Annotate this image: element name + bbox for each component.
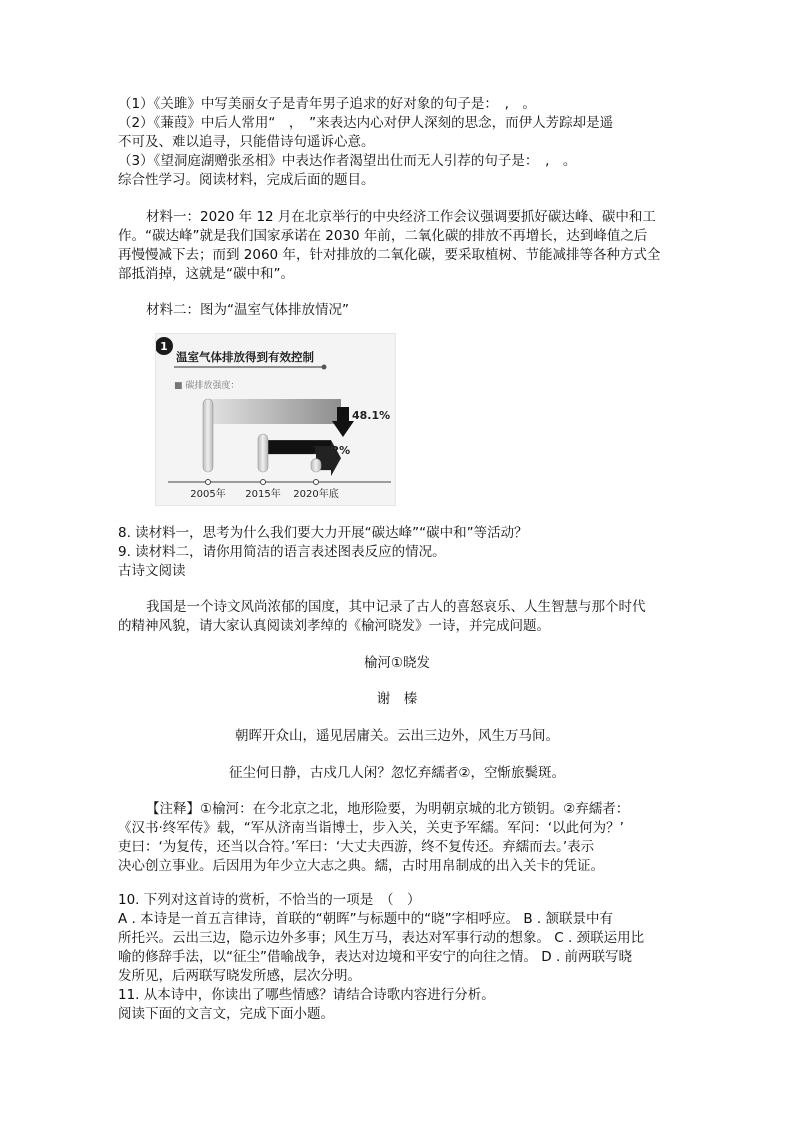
bar-0	[203, 399, 213, 472]
notes-line: 决心创立事业。后因用为年少立大志之典。繻，古时用帛制成的出入关卡的凭证。	[118, 858, 604, 874]
question-10-options: 所托兴。云出三边，隐示边外多事；风生万马，表达对军事行动的想象。 C . 颈联运用比	[118, 930, 645, 946]
material1-line: 再慢慢减下去；而到 2060 年，针对排放的二氧化碳，要采取植树、节能减排等各种方式全	[118, 247, 661, 263]
question-10-options: 发所见，后两联写晓发所感，层次分明。	[118, 968, 361, 984]
poem-line-1: 朝晖开众山，遥见居庸关。云出三边外，风生万马间。	[235, 728, 559, 744]
material1-line: 部抵消掉，这就是“碳中和”。	[118, 266, 294, 282]
question-11: 11. 从本诗中，你读出了哪些情感？请结合诗歌内容进行分析。	[118, 987, 495, 1003]
emission-chart-figure	[155, 333, 396, 506]
data-label-48: 48.1%	[352, 409, 391, 422]
chart-bars	[203, 399, 354, 476]
poem-line-2: 征尘何日静，古戍几人闲？忽忆弃繻者②，空惭旅鬓斑。	[228, 765, 566, 781]
section-heading-comprehensive: 综合性学习。阅读材料，完成后面的题目。	[118, 172, 375, 188]
emission-chart	[156, 334, 395, 505]
notes-line: 吏曰：‘为复传，还当以合符。’军曰：‘大丈夫西游，终不复传还。弃繻而去。’表示	[118, 839, 595, 855]
material1-line: 材料一：2020 年 12 月在北京举行的中央经济工作会议强调要抓好碳达峰、碳中和工	[146, 209, 656, 225]
timeline-marker-2015	[261, 480, 266, 485]
reduction-band	[208, 399, 341, 424]
bar-2	[311, 459, 321, 472]
chart-title: 温室气体排放得到有效控制	[176, 350, 314, 364]
question-10-options: A . 本诗是一首五言律诗，首联的“朝晖”与标题中的“晓”字相呼应。 B . 颔联景中有	[118, 911, 614, 927]
data-label-18: 18.2%	[312, 444, 351, 457]
line-q2b: 不可及、难以追寻，只能借诗句遥诉心意。	[118, 134, 375, 150]
timeline-marker-2020	[314, 480, 319, 485]
reading-instruction: 阅读下面的文言文，完成下面小题。	[118, 1006, 334, 1022]
section-heading-poetry: 古诗文阅读	[118, 563, 186, 579]
notes-line: 《汉书·终军传》载，“军从济南当诣博士，步入关，关吏予军繻。军问：‘以此何为？’	[118, 820, 624, 836]
line-q3: （3）《望洞庭湖赠张丞相》中表达作者渴望出仕而无人引荐的句子是： , 。	[118, 153, 577, 169]
poem-title: 榆河①晓发	[363, 655, 431, 671]
bar-1	[258, 434, 268, 472]
line-q2a: （2）《蒹葭》中后人常用“ ， ”来表达内心对伊人深刻的思念，而伊人芳踪却是遥	[118, 115, 614, 131]
question-8: 8. 读材料一，思考为什么我们要大力开展“碳达峰”“碳中和”等活动？	[118, 525, 528, 541]
tick-label-2015: 2015年	[245, 489, 281, 500]
tick-label-2020: 2020年底	[293, 489, 339, 500]
question-10: 10. 下列对这首诗的赏析，不恰当的一项是 （ ）	[118, 892, 421, 908]
question-10-options: 喻的修辞手法，以“征尘”借喻战争，表达对边境和平安宁的向往之情。 D . 前两联写晓	[118, 949, 633, 965]
chart-legend: ■ 碳排放强度：	[174, 381, 240, 391]
line-q1: （1）《关雎》中写美丽女子是青年男子追求的好对象的句子是： , 。	[118, 96, 536, 112]
tick-label-2005: 2005年	[190, 489, 226, 500]
notes-line: 【注释】①榆河：在今北京之北，地形险要，为明朝京城的北方锁钥。②弃繻者：	[146, 801, 630, 817]
intro-line: 我国是一个诗文风尚浓郁的国度，其中记录了古人的喜怒哀乐、人生智慧与那个时代	[146, 599, 646, 615]
chart-title-rule-dot	[322, 365, 327, 370]
chart-badge-number: 1	[160, 340, 168, 353]
intro-line: 的精神风貌，请大家认真阅读刘孝绰的《榆河晓发》一诗，并完成问题。	[118, 618, 550, 634]
timeline-marker-2005	[206, 480, 211, 485]
question-9: 9. 读材料二，请你用简洁的语言表述图表反应的情况。	[118, 544, 446, 560]
poem-author: 谢 榛	[376, 691, 418, 707]
material1-line: 作。“碳达峰”就是我们国家承诺在 2030 年前，二氧化碳的排放不再增长，达到峰值之后	[118, 228, 648, 244]
material2-line: 材料二：图为“温室气体排放情况”	[146, 302, 349, 318]
